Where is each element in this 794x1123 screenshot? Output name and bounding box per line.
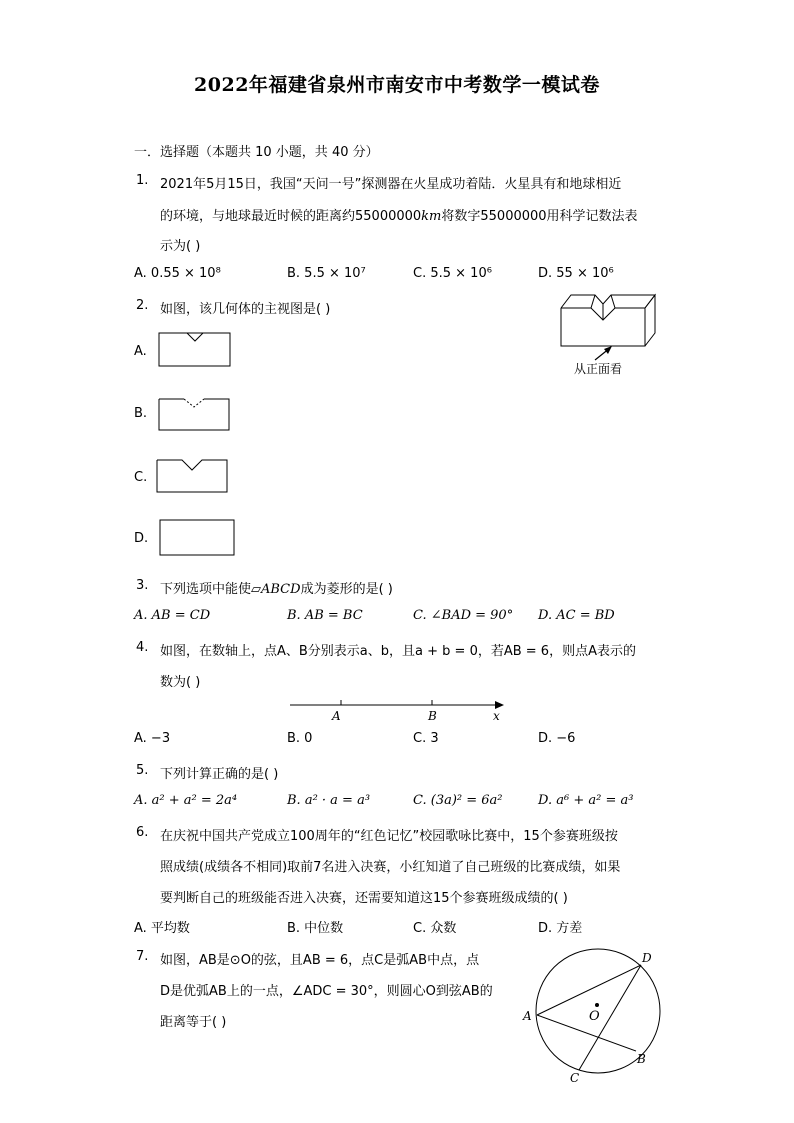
q2-option-b-figure[interactable] [158,396,232,432]
center-o-label: O [589,1009,600,1024]
solid-top-face [561,295,655,308]
solid-right-face [645,295,655,346]
point-d-label: D [642,951,652,965]
q7-line3: 距离等于( ) [160,1015,227,1030]
page-title: 2022年福建省泉州市南安市中考数学一模试卷 [194,74,600,96]
q1-line2a: 的环境，与地球最近时候的距离约55000000 [160,209,422,224]
point-a-label: A [332,709,341,723]
q2-option-d[interactable]: D. [134,531,149,546]
q6-line1: 在庆祝中国共产党成立100周年的“红色记忆”校园歌咏比赛中，15个参赛班级按 [160,829,618,844]
q3-var: ABCD [261,582,301,597]
q2-option-b[interactable]: B. [134,406,148,421]
q7-number: 7. [136,949,149,964]
q2-option-a[interactable]: A. [134,344,147,359]
q1-number: 1. [136,173,149,188]
q3-number: 3. [136,578,149,593]
q2-option-a-figure[interactable] [158,332,232,368]
q3-option-c[interactable]: C. ∠BAD = 90° [413,608,514,623]
q4-number-line [288,695,508,727]
q5-option-c[interactable]: C. (3a)² = 6a² [413,793,503,808]
q2-view-label: 从正面看 [574,362,623,376]
q6-option-a[interactable]: A. 平均数 [134,921,190,936]
q1-option-a[interactable]: A. 0.55 × 10⁸ [134,266,221,281]
q5-option-b[interactable]: B. a² · a = a³ [287,793,371,808]
q7-line2: D是优弧AB上的一点，∠ADC = 30°，则圆心O到弦AB的 [160,984,493,999]
q1-option-c[interactable]: C. 5.5 × 10⁶ [413,266,492,281]
q6-line3: 要判断自己的班级能否进入决赛，还需要知道这15个参赛班级成绩的( ) [160,891,568,906]
section-header: 一．选择题（本题共 10 小题，共 40 分） [134,145,379,160]
q1-line1: 2021年5月15日，我国“天问一号”探测器在火星成功着陆．火星具有和地球相近 [160,177,622,192]
q7-circle-figure [515,945,685,1090]
q2-number: 2. [136,298,149,313]
point-a-label: A [523,1009,532,1023]
q4-number: 4. [136,640,149,655]
q3-text [160,578,393,597]
q1-line3: 示为( ) [160,239,201,254]
q5-option-d[interactable]: D. a⁶ + a² = a³ [538,793,634,808]
q4-line1: 如图，在数轴上，点A、B分别表示a、b，且a + b = 0，若AB = 6，则点A表示的 [160,644,636,659]
q5-option-a[interactable]: A. a² + a² = 2a⁴ [134,793,238,808]
q2-text: 如图，该几何体的主视图是( ) [160,302,331,317]
q6-option-d[interactable]: D. 方差 [538,921,583,936]
center-point [595,1003,599,1007]
q4-option-c[interactable]: C. 3 [413,731,439,746]
q1-option-d[interactable]: D. 55 × 10⁶ [538,266,614,281]
q1-unit: km [421,209,442,224]
point-b-label: B [637,1052,646,1066]
q4-option-d[interactable]: D. −6 [538,731,576,746]
q1-option-b[interactable]: B. 5.5 × 10⁷ [287,266,366,281]
q6-option-b[interactable]: B. 中位数 [287,921,344,936]
point-c-label: C [570,1071,580,1085]
q7-line1: 如图，AB是⊙O的弦，且AB = 6，点C是弧AB中点，点 [160,953,480,968]
q3-text-a: 下列选项中能使▱ [160,582,261,597]
chord-ad [537,965,641,1015]
q4-option-b[interactable]: B. 0 [287,731,313,746]
q6-option-c[interactable]: C. 众数 [413,921,457,936]
q4-line2: 数为( ) [160,675,201,690]
q6-line2: 照成绩(成绩各不相同)取前7名进入决赛，小红知道了自己班级的比赛成绩，如果 [160,860,621,875]
q3-text-b: 成为菱形的是( ) [300,582,393,597]
axis-x-label: x [493,709,500,723]
q4-option-a[interactable]: A. −3 [134,731,171,746]
q2-option-c[interactable]: C. [134,470,148,485]
q1-line2b: 将数字55000000用科学记数法表 [441,209,638,224]
q3-option-a[interactable]: A. AB = CD [134,608,211,623]
q2-option-d-figure[interactable] [159,519,237,557]
q6-number: 6. [136,825,149,840]
chord-ab [537,1015,636,1051]
q2-option-c-figure[interactable] [156,457,230,495]
q5-number: 5. [136,763,149,778]
point-b-label: B [428,709,437,723]
q5-text: 下列计算正确的是( ) [160,767,279,782]
q3-option-d[interactable]: D. AC = BD [538,608,615,623]
q3-option-b[interactable]: B. AB = BC [287,608,363,623]
number-line-arrow [495,701,504,709]
q1-line2 [160,205,638,224]
